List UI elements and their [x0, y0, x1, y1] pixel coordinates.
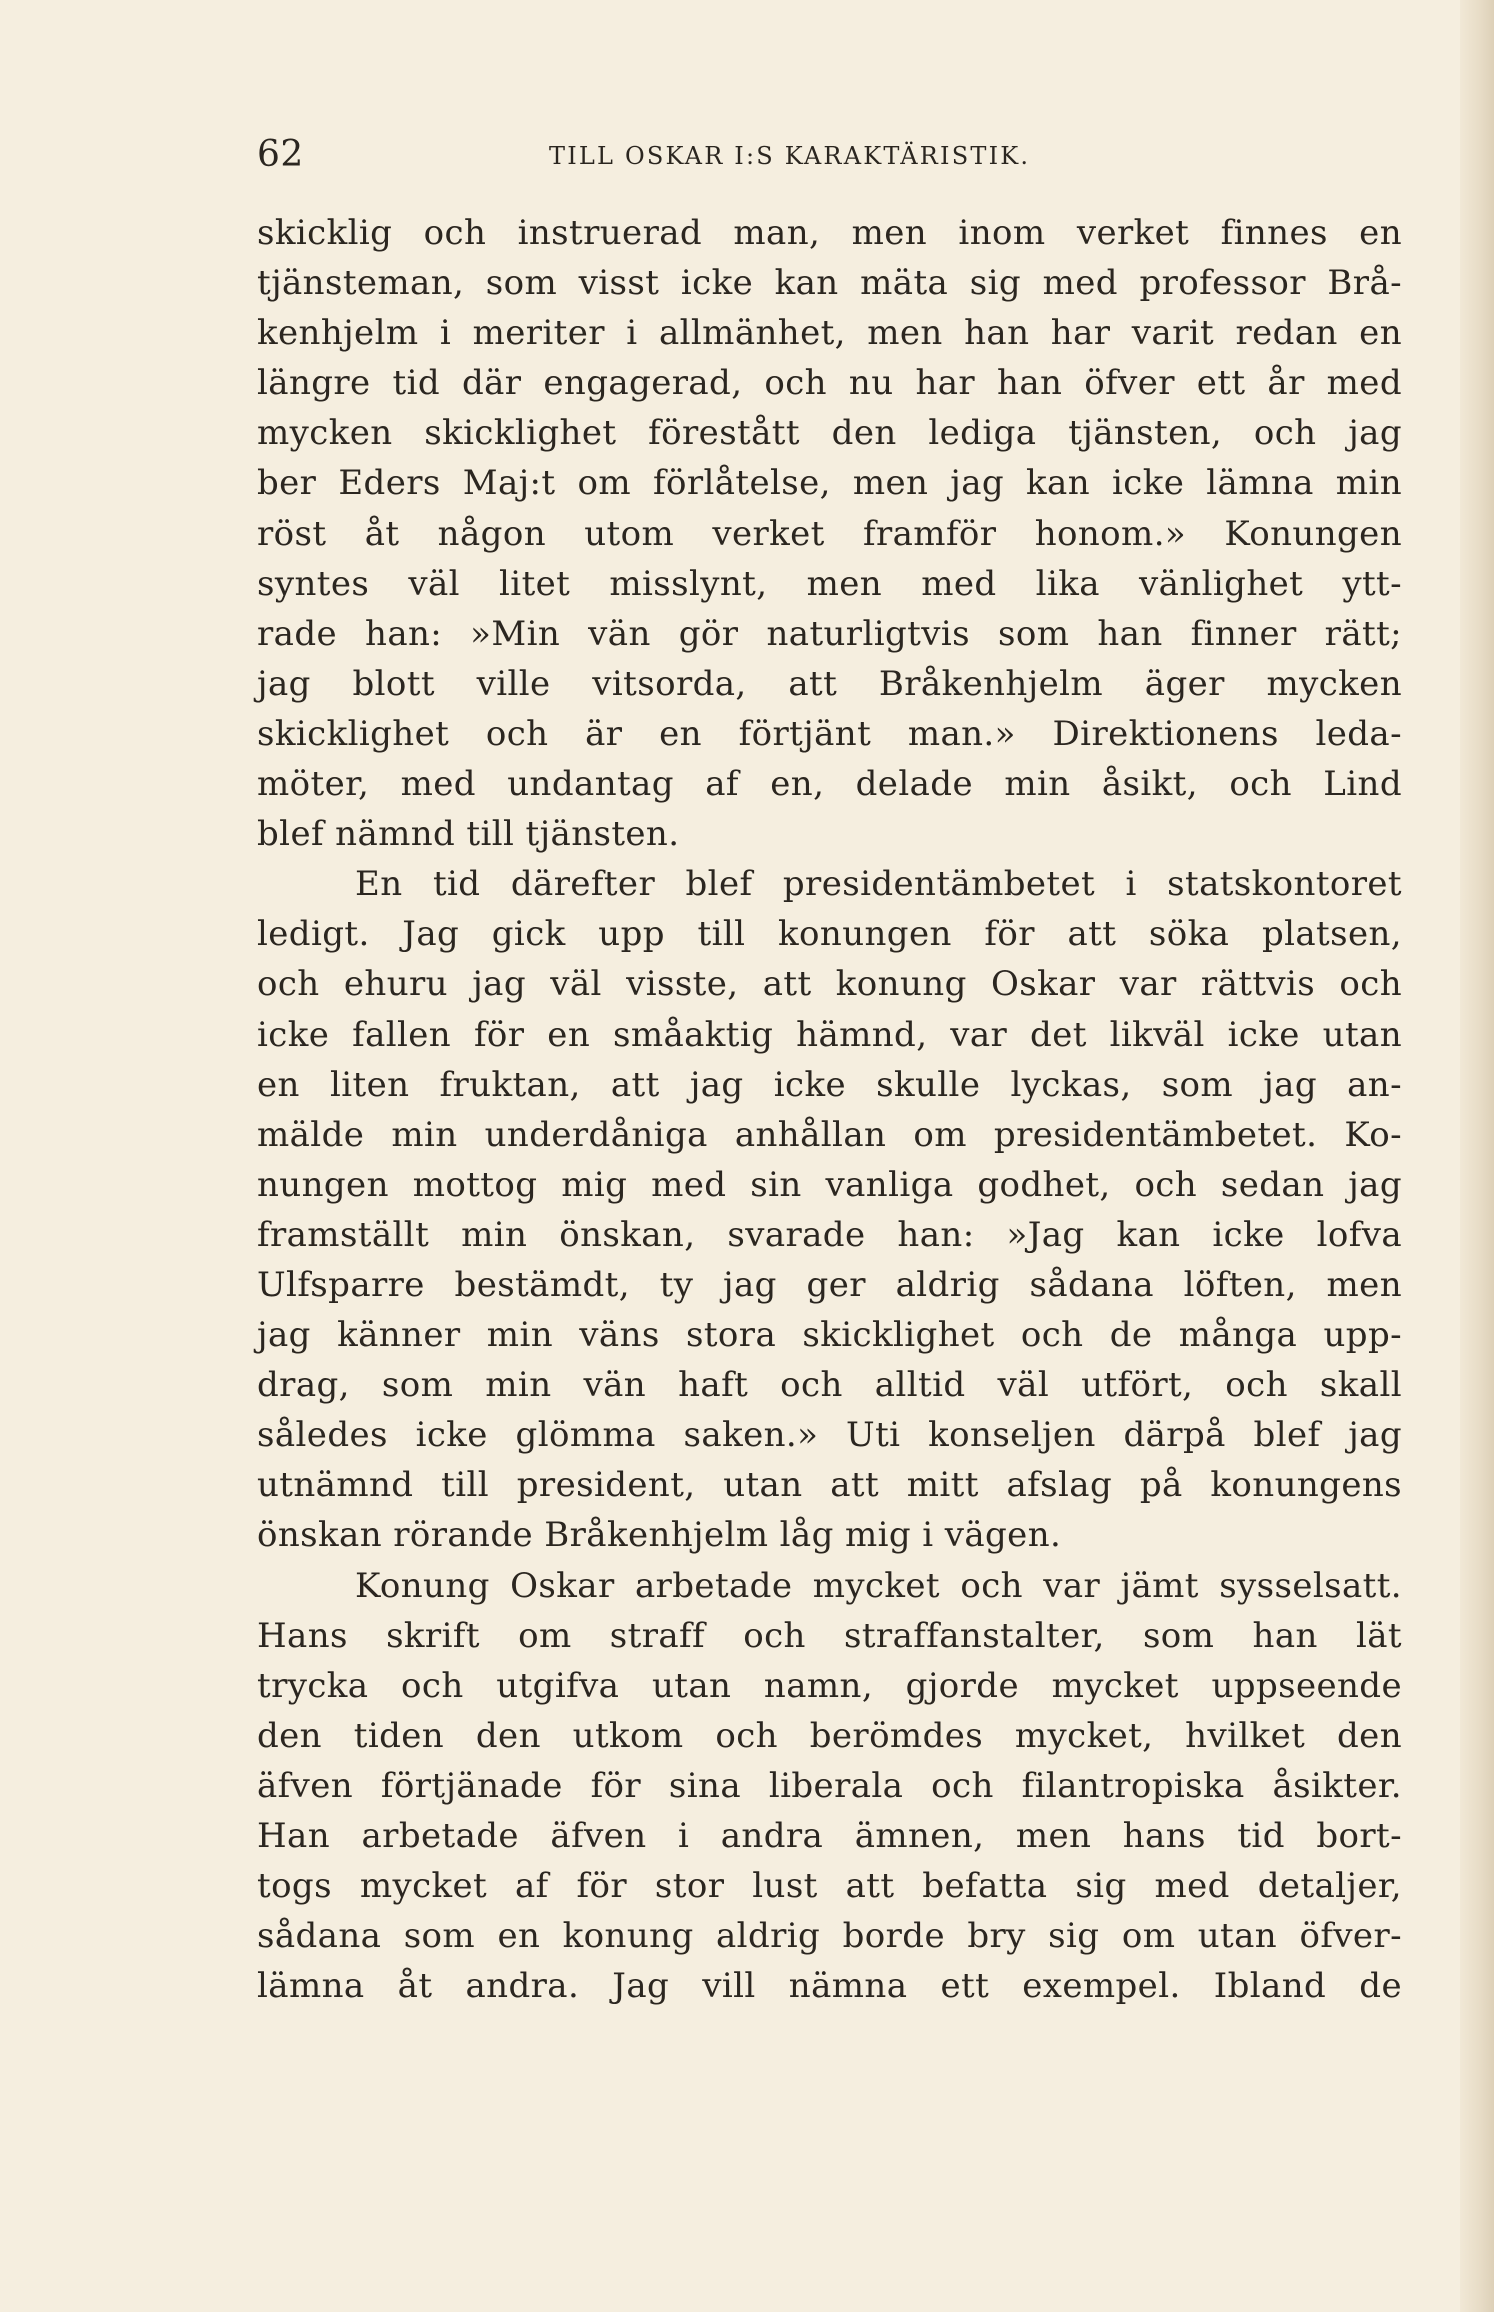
text-line: längre tid där engagerad, och nu har han öfver ett år med [257, 363, 1402, 404]
text-line: mälde min underdåniga anhållan om presidentämbetet. Ko- [257, 1114, 1402, 1155]
text-line: mycken skicklighet förestått den lediga tjänsten, och jag [257, 413, 1402, 454]
text-line: Konung Oskar arbetade mycket och var jämt sysselsatt. [355, 1565, 1402, 1606]
text-line: drag, som min vän haft och alltid väl utfört, och skall [257, 1365, 1402, 1406]
text-line: ledigt. Jag gick upp till konungen för att söka platsen, [257, 914, 1402, 955]
text-line: blef nämnd till tjänsten. [257, 814, 680, 855]
text-line: en liten fruktan, att jag icke skulle lyckas, som jag an- [257, 1064, 1402, 1105]
text-line: Ulfsparre bestämdt, ty jag ger aldrig sådana löften, men [257, 1264, 1402, 1305]
text-line: rade han: »Min vän gör naturligtvis som han finner rätt; [257, 613, 1402, 654]
text-line: icke fallen för en småaktig hämnd, var det likväl icke utan [257, 1014, 1402, 1055]
page-header [257, 130, 1402, 180]
text-line: röst åt någon utom verket framför honom.» Konungen [257, 513, 1402, 554]
text-line: framställt min önskan, svarade han: »Jag kan icke lofva [257, 1214, 1402, 1255]
text-line: sådana som en konung aldrig borde bry sig om utan öfver- [257, 1916, 1402, 1957]
text-line: Han arbetade äfven i andra ämnen, men hans tid bort- [257, 1816, 1402, 1856]
body-text [257, 208, 1402, 2011]
text-line: En tid därefter blef presidentämbetet i statskontoret [355, 864, 1402, 905]
text-line: ber Eders Maj:t om förlåtelse, men jag kan icke lämna min [257, 463, 1402, 504]
text-line: togs mycket af för stor lust att befatta sig med detaljer, [257, 1866, 1402, 1907]
text-line: Hans skrift om straff och straffanstalter, som han lät [257, 1615, 1402, 1656]
text-line: nungen mottog mig med sin vanliga godhet, och sedan jag [257, 1164, 1402, 1205]
text-line: således icke glömma saken.» Uti konseljen därpå blef jag [257, 1415, 1402, 1456]
text-line: utnämnd till president, utan att mitt afslag på konungens [257, 1465, 1402, 1506]
running-title: TILL OSKAR I:S KARAKTÄRISTIK. [549, 142, 1031, 170]
text-line: skicklighet och är en förtjänt man.» Direktionens leda- [257, 713, 1402, 754]
text-line: lämna åt andra. Jag vill nämna ett exempel. Ibland de [257, 1966, 1402, 2007]
text-line: äfven förtjänade för sina liberala och filantropiska åsikter. [257, 1765, 1402, 1806]
text-line: tjänsteman, som visst icke kan mäta sig med professor Brå- [257, 263, 1402, 304]
text-line: syntes väl litet misslynt, men med lika vänlighet ytt- [257, 563, 1402, 604]
text-line: möter, med undantag af en, delade min åsikt, och Lind [257, 764, 1402, 805]
text-line: jag blott ville vitsorda, att Bråkenhjelm äger mycken [257, 663, 1402, 704]
text-line: den tiden den utkom och berömdes mycket, hvilket den [257, 1715, 1402, 1756]
text-line: skicklig och instruerad man, men inom verket finnes en [257, 213, 1402, 253]
text-line: och ehuru jag väl visste, att konung Oskar var rättvis och [257, 964, 1402, 1005]
text-line: önskan rörande Bråkenhjelm låg mig i vägen. [257, 1515, 1062, 1556]
page-edge-shadow [1460, 0, 1494, 2312]
text-line: jag känner min väns stora skicklighet och de många upp- [257, 1315, 1402, 1356]
text-line: trycka och utgifva utan namn, gjorde mycket uppseende [257, 1665, 1402, 1706]
page-number: 62 [257, 134, 304, 175]
text-line: kenhjelm i meriter i allmänhet, men han har varit redan en [257, 313, 1402, 354]
